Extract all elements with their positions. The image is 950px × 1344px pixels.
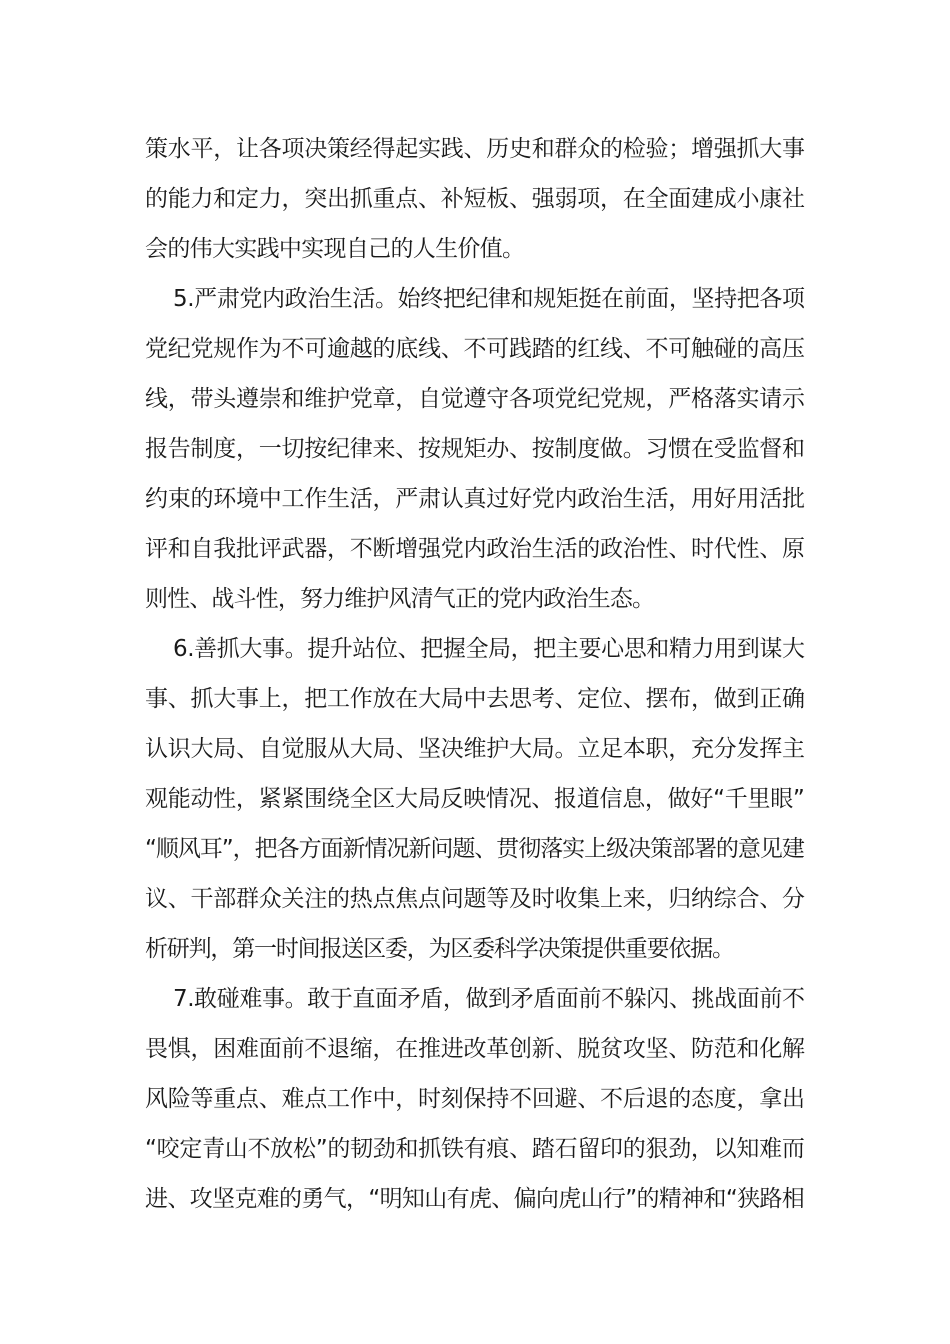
text-line-content: “顺风耳”，把各方面新情况新问题、贯彻落实上级决策部署的意见建 bbox=[145, 836, 804, 862]
text-line bbox=[0, 679, 950, 719]
text-line-content: 的能力和定力，突出抓重点、补短板、强弱项，在全面建成小康社 bbox=[145, 186, 805, 212]
text-line-content: 线，带头遵崇和维护党章，自觉遵守各项党纪党规，严格落实请示 bbox=[145, 386, 805, 412]
text-line-content: 评和自我批评武器，不断增强党内政治生活的政治性、时代性、原 bbox=[145, 536, 805, 562]
text-line-content: 畏惧，困难面前不退缩，在推进改革创新、脱贫攻坚、防范和化解 bbox=[145, 1036, 805, 1062]
text-line-content: 风险等重点、难点工作中，时刻保持不回避、不后退的态度，拿出 bbox=[145, 1086, 805, 1112]
text-line-content: 事、抓大事上，把工作放在大局中去思考、定位、摆布，做到正确 bbox=[145, 686, 805, 712]
text-line bbox=[0, 379, 950, 419]
text-line bbox=[0, 729, 950, 769]
text-line bbox=[0, 1029, 950, 1069]
text-line bbox=[0, 329, 950, 369]
text-line-content: 策水平，让各项决策经得起实践、历史和群众的检验；增强抓大事 bbox=[145, 136, 805, 162]
text-line-content: 则性、战斗性，努力维护风清气正的党内政治生态。 bbox=[145, 586, 655, 612]
text-line-content: 析研判，第一时间报送区委，为区委科学决策提供重要依据。 bbox=[145, 936, 734, 962]
text-line bbox=[0, 479, 950, 519]
text-line-content: 6.善抓大事。提升站位、把握全局，把主要心思和精力用到谋大 bbox=[173, 636, 805, 662]
text-line-content: 认识大局、自觉服从大局、坚决维护大局。立足本职，充分发挥主 bbox=[145, 736, 805, 762]
text-line-content: 7.敢碰难事。敢于直面矛盾，做到矛盾面前不躲闪、挑战面前不 bbox=[173, 986, 805, 1012]
text-line bbox=[0, 129, 950, 169]
text-line bbox=[0, 1129, 950, 1169]
text-line-content: 党纪党规作为不可逾越的底线、不可践踏的红线、不可触碰的高压 bbox=[145, 336, 805, 362]
text-line bbox=[0, 1079, 950, 1119]
text-line bbox=[0, 279, 950, 319]
text-line bbox=[0, 1179, 950, 1219]
text-line bbox=[0, 879, 950, 919]
text-line-content: 议、干部群众关注的热点焦点问题等及时收集上来，归纳综合、分 bbox=[145, 886, 805, 912]
text-line bbox=[0, 179, 950, 219]
text-line bbox=[0, 429, 950, 469]
text-line bbox=[0, 579, 950, 619]
text-line-content: 观能动性，紧紧围绕全区大局反映情况、报道信息，做好“千里眼” bbox=[145, 786, 805, 812]
text-line-content: 报告制度，一切按纪律来、按规矩办、按制度做。习惯在受监督和 bbox=[145, 436, 805, 462]
text-line bbox=[0, 229, 950, 269]
text-line-content: “咬定青山不放松”的韧劲和抓铁有痕、踏石留印的狠劲，以知难而 bbox=[145, 1136, 805, 1162]
text-line-content: 5.严肃党内政治生活。始终把纪律和规矩挺在前面，坚持把各项 bbox=[173, 286, 805, 312]
text-line-content: 进、攻坚克难的勇气，“明知山有虎、偏向虎山行”的精神和“狭路相 bbox=[145, 1186, 805, 1212]
text-line bbox=[0, 779, 950, 819]
text-line-content: 约束的环境中工作生活，严肃认真过好党内政治生活，用好用活批 bbox=[145, 486, 805, 512]
text-line bbox=[0, 829, 950, 869]
text-line-content: 会的伟大实践中实现自己的人生价值。 bbox=[145, 236, 525, 262]
text-line bbox=[0, 529, 950, 569]
text-line bbox=[0, 979, 950, 1019]
text-line bbox=[0, 929, 950, 969]
text-line bbox=[0, 629, 950, 669]
